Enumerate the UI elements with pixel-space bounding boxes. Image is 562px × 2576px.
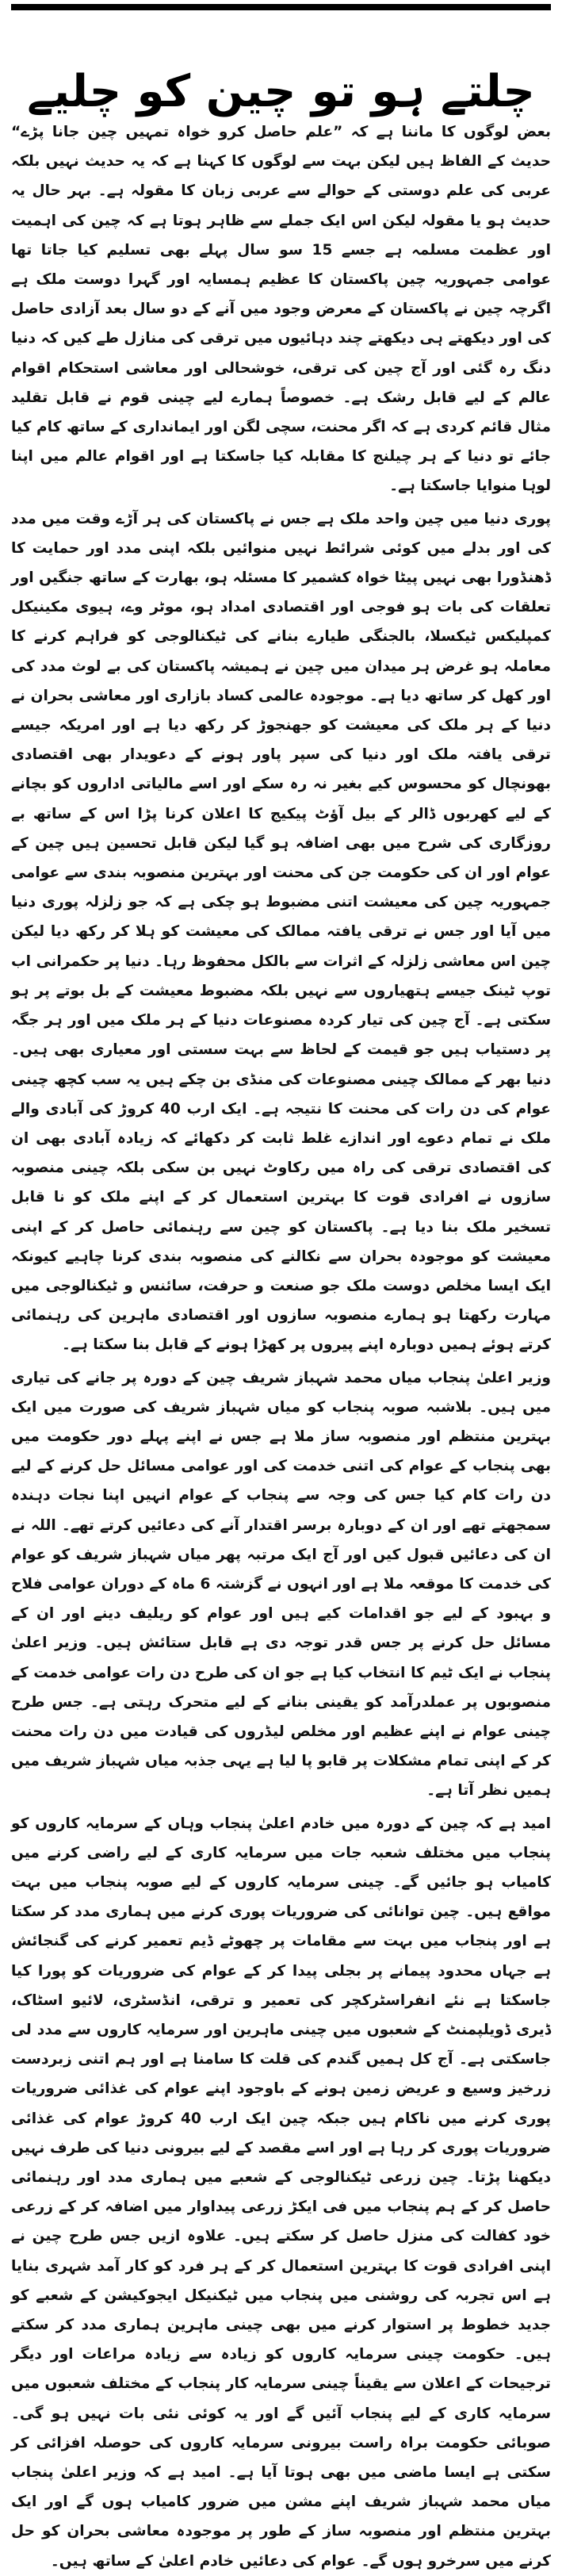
article-paragraph-2: پوری دنیا میں چین واحد ملک ہے جس نے پاکستان کی ہر آڑے وقت میں مدد کی اور بدلے میں کوئی شرائط نہیں منوائیں بلکہ اپنی مدد اور حمایت کا ڈھنڈورا بھی نہیں پیٹا خواہ کشمیر کا مسئلہ ہو، بھارت کے ساتھ جنگیں اور تعلقات کی بات ہو فوجی اور اقتصادی امداد ہو، موٹر وے، ہیوی مکینیکل کمپلیکس ٹیکسلا، بالجنگی طیارے بنانے کی ٹیکنالوجی کو فراہم کرنے کا معاملہ ہو غرض ہر میدان میں چین نے ہمیشہ پاکستان کی بے لوث مدد کی اور کھل کر ساتھ دیا ہے۔ موجودہ عالمی کساد بازاری اور معاشی بحران نے دنیا کے ہر ملک کی معیشت کو جھنجوڑ کر رکھ دیا ہے اور امریکہ جیسے ترقی یافتہ ملک اور دنیا کی سپر پاور ہونے کے دعویدار بھی اقتصادی بھونچال کو محسوس کیے بغیر نہ رہ سکے اور اسے مالیاتی اداروں کو بچانے کے لیے کھربوں ڈالر کے بیل آؤٹ پیکیج کا اعلان کرنا پڑا اس کے ساتھ بے روزگاری کی شرح میں بھی اضافہ ہو گیا لیکن قابل تحسین ہیں چین کے عوام اور ان کی حکومت جن کی محنت اور بہترین منصوبہ بندی سے عوامی جمہوریہ چین کی معیشت اتنی مضبوط ہو چکی ہے کہ جو زلزلہ پوری دنیا میں آیا اور جس نے ترقی یافتہ ممالک کی معیشت کو ہلا کر رکھ دیا لیکن چین اس معاشی زلزلہ کے اثرات سے بالکل محفوظ رہا۔ دنیا پر حکمرانی اب توپ ٹینک جیسے ہتھیاروں سے نہیں بلکہ مضبوط معیشت کے بل بوتے پر ہو سکتی ہے۔ آج چین کی تیار کردہ مصنوعات دنیا کے ہر ملک میں اور ہر جگہ پر دستیاب ہیں جو قیمت کے لحاظ سے بہت سستی اور معیاری بھی ہیں۔ دنیا بھر کے ممالک چینی مصنوعات کی منڈی بن چکے ہیں یہ سب کچھ چینی عوام کی دن رات کی محنت کا نتیجہ ہے۔ ایک ارب 40 کروڑ کی آبادی والے ملک نے تمام دعوے اور اندازے غلط ثابت کر دکھائے کہ زیادہ آبادی بھی ان کی اقتصادی ترقی کی راہ میں رکاوٹ نہیں بن سکی بلکہ چینی منصوبہ سازوں نے افرادی قوت کا بہترین استعمال کر کے اپنے ملک کو نا قابل تسخیر ملک بنا دیا ہے۔ پاکستان کو چین سے رہنمائی حاصل کر کے اپنی معیشت کو موجودہ بحران سے نکالنے کی منصوبہ بندی کرنا چاہیے کیونکہ ایک ایسا مخلص دوست ملک جو صنعت و حرفت، سائنس و ٹیکنالوجی میں مہارت رکھتا ہو ہمارے منصوبہ سازوں اور اقتصادی ماہرین کی رہنمائی کرتے ہوئے ہمیں دوبارہ اپنے پیروں پر کھڑا ہونے کے قابل بنا سکتا ہے۔ [11,510,551,1354]
article-headline: چلتے ہو تو چین کو چلیے [27,65,535,117]
headline-area [0,27,562,117]
article-paragraph-4: امید ہے کہ چین کے دورہ میں خادم اعلیٰ پنجاب وہاں کے سرمایہ کاروں کو پنجاب میں مختلف شعبہ جات میں سرمایہ کاری کے لیے راضی کرنے میں کامیاب ہو جائیں گے۔ چینی سرمایہ کاروں کے لیے صوبہ پنجاب میں بہت مواقع ہیں۔ چین توانائی کی ضروریات پوری کرنے میں ہماری مدد کر سکتا ہے اور پنجاب میں بہت سے مقامات پر چھوٹے ڈیم تعمیر کرنے کی گنجائش ہے جہاں محدود پیمانے پر بجلی پیدا کر کے عوام کی ضروریات کو پورا کیا جاسکتا ہے نئے انفراسٹرکچر کی تعمیر و ترقی، انڈسٹری، لائیو اسٹاک، ڈیری ڈویلپمنٹ کے شعبوں میں چینی ماہرین اور سرمایہ کاروں سے مدد لی جاسکتی ہے۔ آج کل ہمیں گندم کی قلت کا سامنا ہے اور ہم اتنی زبردست زرخیز وسیع و عریض زمین ہونے کے باوجود اپنے عوام کی غذائی ضروریات پوری کرنے میں ناکام ہیں جبکہ چین ایک ارب 40 کروڑ عوام کی غذائی ضروریات پوری کر رہا ہے اور اسے مقصد کے لیے بیرونی دنیا کی طرف نہیں دیکھنا پڑتا۔ چین زرعی ٹیکنالوجی کے شعبے میں ہماری مدد اور رہنمائی حاصل کر کے ہم پنجاب میں فی ایکڑ زرعی پیداوار میں اضافہ کر کے زرعی خود کفالت کی منزل حاصل کر سکتے ہیں۔ علاوہ ازیں جس طرح چین نے اپنی افرادی قوت کا بہترین استعمال کر کے ہر فرد کو کار آمد شہری بنایا ہے اس تجربہ کی روشنی میں پنجاب میں ٹیکنیکل ایجوکیشن کے شعبے کو جدید خطوط پر استوار کرنے میں بھی چینی ماہرین ہماری مدد کر سکتے ہیں۔ حکومت چینی سرمایہ کاروں کو زیادہ سے زیادہ مراعات اور دیگر ترجیحات کے اعلان سے یقیناً چینی سرمایہ کار پنجاب کے مختلف شعبوں میں سرمایہ کاری کے لیے پنجاب آئیں گے اور یہ کوئی نئی بات نہیں ہو گی۔ صوبائی حکومت براہ راست بیرونی سرمایہ کاروں کی حوصلہ افزائی کر سکتی ہے ایسا ماضی میں بھی ہوتا آیا ہے۔ امید ہے کہ وزیر اعلیٰ پنجاب میاں محمد شہباز شریف اپنے مشن میں ضرور کامیاب ہوں گے اور ایک بہترین منتظم اور منصوبہ ساز کے طور پر موجودہ معاشی بحران کو حل کرنے میں سرخرو ہوں گے۔ عوام کی دعائیں خادم اعلیٰ کے ساتھ ہیں۔ [11,1815,551,2570]
article-body [11,117,551,2570]
article-paragraph-3: وزیر اعلیٰ پنجاب میاں محمد شہباز شریف چین کے دورہ پر جانے کی تیاری میں ہیں۔ بلاشبہ صوبہ پنجاب کو میاں شہباز شریف کی صورت میں ایک بہترین منتظم اور منصوبہ ساز ملا ہے جس نے اپنے پہلے دور حکومت میں بھی پنجاب کے عوام کی اتنی خدمت کی اور عوامی مسائل حل کرنے کے لیے دن رات کام کیا جس کی وجہ سے پنجاب کے عوام انہیں اپنا نجات دہندہ سمجھتے تھے اور ان کے دوبارہ برسر اقتدار آنے کی دعائیں کرتے تھے۔ اللہ نے ان کی دعائیں قبول کیں اور آج ایک مرتبہ پھر میاں شہباز شریف کو عوام کی خدمت کا موقعہ ملا ہے اور انہوں نے گزشتہ 6 ماہ کے دوران عوامی فلاح و بہبود کے لیے جو اقدامات کیے ہیں اور عوام کو ریلیف دینے اور ان کے مسائل حل کرنے پر جس قدر توجہ دی ہے قابل ستائش ہیں۔ وزیر اعلیٰ پنجاب نے ایک ٹیم کا انتخاب کیا ہے جو ان کی طرح دن رات عوامی خدمت کے منصوبوں پر عملدرآمد کو یقینی بنانے کے لیے متحرک رہتی ہے۔ جس طرح چینی عوام نے اپنے عظیم اور مخلص لیڈروں کی قیادت میں دن رات محنت کر کے اپنی تمام مشکلات پر قابو پا لیا ہے یہی جذبہ میاں شہباز شریف میں ہمیں نظر آتا ہے۔ [11,1369,551,1800]
header-rule [11,4,551,10]
article-paragraph-1: بعض لوگوں کا ماننا ہے کہ ”علم حاصل کرو خواہ تمہیں چین جانا پڑے“ حدیث کے الفاظ ہیں لیکن بہت سے لوگوں کا کہنا ہے کہ یہ حدیث نہیں بلکہ عربی کی علم دوستی کے حوالے سے عربی زبان کا مقولہ ہے۔ بہر حال یہ حدیث ہو یا مقولہ لیکن اس ایک جملے سے ظاہر ہوتا ہے کہ چین کی اہمیت اور عظمت مسلمہ ہے جسے 15 سو سال پہلے بھی تسلیم کیا جاتا تھا عوامی جمہوریہ چین پاکستان کا عظیم ہمسایہ اور گہرا دوست ملک ہے اگرچہ چین نے پاکستان کے معرض وجود میں آنے کے دو سال بعد آزادی حاصل کی اور دیکھتے ہی دیکھتے چند دہائیوں میں ترقی کی منازل طے کیں کہ دنیا دنگ رہ گئی اور آج چین کی ترقی، خوشحالی اور معاشی استحکام اقوام عالم کے لیے قابل رشک ہے۔ خصوصاً ہمارے لیے چینی قوم نے قابل تقلید مثال قائم کردی ہے کہ اگر محنت، سچی لگن اور ایمانداری کے ساتھ کام کیا جائے تو دنیا کے ہر چیلنج کا مقابلہ کیا جاسکتا ہے اور اقوام عالم میں اپنا لوہا منوایا جاسکتا ہے۔ [11,124,551,495]
